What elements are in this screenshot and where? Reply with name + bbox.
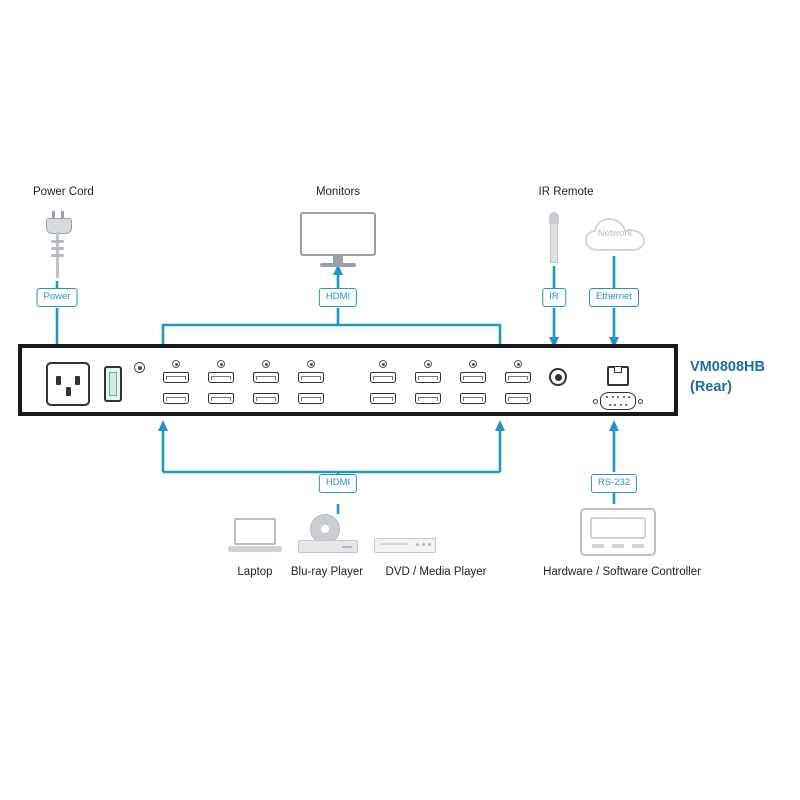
hdmi-port xyxy=(253,372,279,383)
hdmi-led xyxy=(514,360,522,368)
grounding-screw xyxy=(134,362,145,373)
hdmi-port xyxy=(505,393,531,404)
ac-power-socket xyxy=(46,362,90,406)
ir-jack-port xyxy=(549,368,567,386)
label-dvd: DVD / Media Player xyxy=(385,566,487,578)
hdmi-port xyxy=(415,372,441,383)
port-tag-ethernet: Ethernet xyxy=(589,288,639,307)
dvd-media-player-icon xyxy=(374,538,436,558)
device-model-name: VM0808HB xyxy=(690,359,765,375)
rs232-db9-port xyxy=(593,392,643,410)
hdmi-port xyxy=(460,372,486,383)
label-monitors: Monitors xyxy=(315,186,361,198)
network-cloud-label: Network xyxy=(597,228,633,239)
power-plug-icon xyxy=(40,218,76,280)
hdmi-port xyxy=(298,393,324,404)
label-laptop: Laptop xyxy=(237,566,273,578)
label-power-cord: Power Cord xyxy=(33,186,94,198)
port-tag-ir: IR xyxy=(542,288,566,307)
label-ir-remote: IR Remote xyxy=(538,186,594,198)
ir-remote-icon xyxy=(546,212,562,264)
hdmi-port xyxy=(208,372,234,383)
hdmi-port xyxy=(208,393,234,404)
hdmi-port xyxy=(298,372,324,383)
controller-icon xyxy=(580,508,656,560)
port-tag-rs232: RS-232 xyxy=(591,474,637,493)
hdmi-led xyxy=(172,360,180,368)
hdmi-led xyxy=(424,360,432,368)
label-controller: Hardware / Software Controller xyxy=(543,566,701,578)
label-bluray: Blu-ray Player xyxy=(290,566,364,578)
power-switch[interactable] xyxy=(104,366,122,402)
hdmi-port xyxy=(370,393,396,404)
bluray-player-icon xyxy=(298,514,358,558)
device-model-side: (Rear) xyxy=(690,378,732,395)
hdmi-port xyxy=(163,372,189,383)
hdmi-led xyxy=(262,360,270,368)
port-tag-hdmi-in: HDMI xyxy=(319,474,357,493)
hdmi-led xyxy=(307,360,315,368)
device-model-label xyxy=(690,358,765,397)
hdmi-port xyxy=(370,372,396,383)
hdmi-led xyxy=(217,360,225,368)
port-tag-hdmi-out: HDMI xyxy=(319,288,357,307)
hdmi-led xyxy=(469,360,477,368)
hdmi-port xyxy=(415,393,441,404)
laptop-icon xyxy=(228,518,282,558)
monitor-icon xyxy=(300,212,376,270)
hdmi-port xyxy=(460,393,486,404)
device-rear-panel xyxy=(18,344,678,416)
hdmi-led xyxy=(379,360,387,368)
hdmi-port xyxy=(163,393,189,404)
port-tag-power: Power xyxy=(37,288,78,307)
hdmi-port xyxy=(253,393,279,404)
ethernet-rj45-port xyxy=(607,366,629,386)
hdmi-port xyxy=(505,372,531,383)
